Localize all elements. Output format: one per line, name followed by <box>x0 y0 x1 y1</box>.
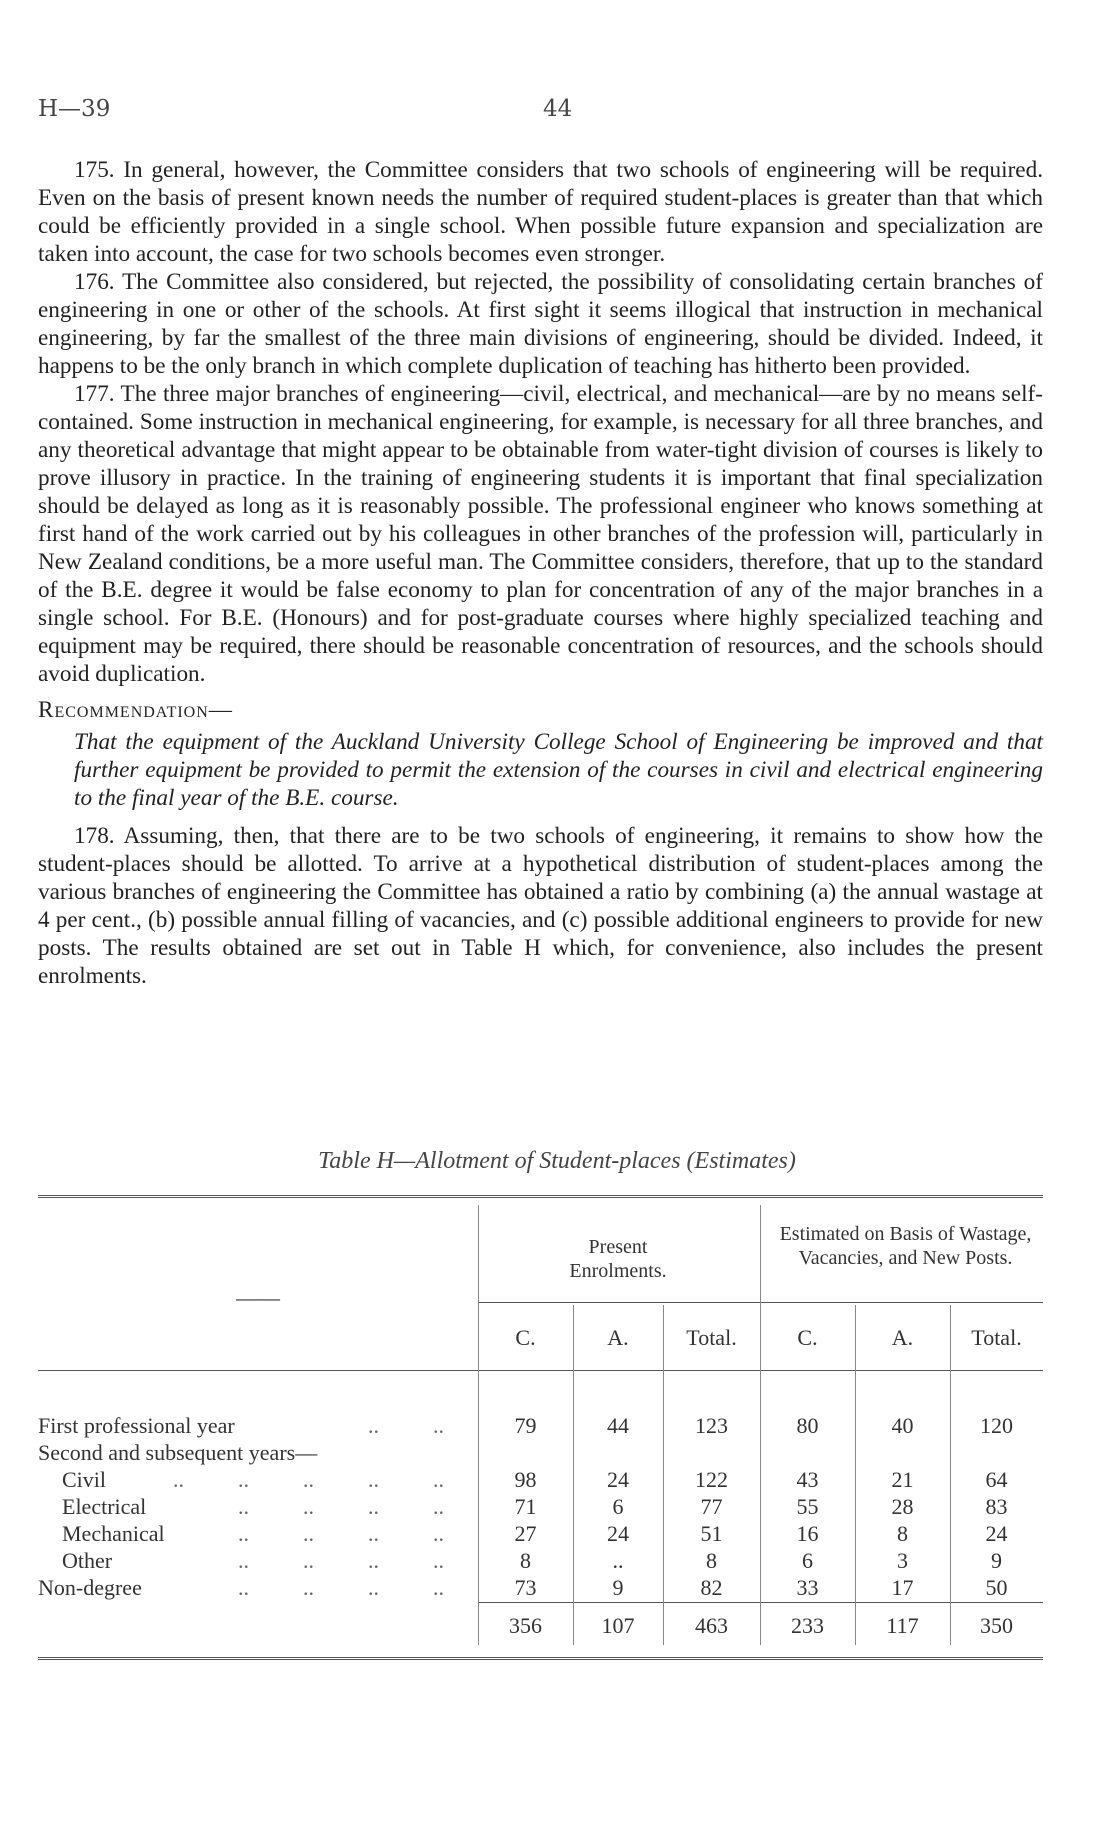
page-code: H—39 <box>38 96 111 122</box>
table-cell: 8 <box>897 1521 908 1546</box>
paragraph-175: 175. In general, however, the Committee considers that two schools of engineering will be required. Even on the basis of present known needs the number of required student-places is greater than that which could be efficiently provided in a single school. When possible future expansion and specialization are taken into account, the case for two schools becomes even stronger. <box>38 157 1043 267</box>
header-bottom-rule <box>38 1370 1043 1371</box>
leader-dots: .. <box>303 1467 314 1492</box>
table-cell: 82 <box>700 1575 723 1600</box>
row-label-electrical: Electrical <box>62 1494 147 1519</box>
page-header <box>38 96 1043 126</box>
leader-dots: .. <box>303 1494 314 1519</box>
leader-dots: .. <box>368 1575 379 1600</box>
paragraph-178: 178. Assuming, then, that there are to be two schools of engineering, it remains to show how the student-places should be allotted. To arrive at a hypothetical distribution of student-places among the various branches of engineering the Committee has obtained a ratio by combining (a) the annual wastage at 4 per cent., (b) possible annual filling of vacancies, and (c) possible additional engineers to provide for new posts. The results obtained are set out in Table H which, for convenience, also includes the present enrolments. <box>38 823 1043 989</box>
table-cell: 44 <box>607 1413 629 1438</box>
table-cell: 24 <box>607 1467 629 1492</box>
paragraph-176: 176. The Committee also considered, but rejected, the possibility of consolidating certain branches of engineering in one or other of the schools. At first sight it seems illogical that instruction in mechanical engineering, by far the smallest of the three main divisions of engineering, should be divided. Indeed, it happens to be the only branch in which complete duplication of teaching has hitherto been provided. <box>38 269 1043 379</box>
table-cell: 9 <box>991 1548 1002 1573</box>
leader-dots: .. <box>433 1467 444 1492</box>
table-cell: 73 <box>514 1575 537 1600</box>
total-cell: 117 <box>886 1613 919 1638</box>
table-cell: 55 <box>796 1494 819 1519</box>
table-cell: 120 <box>980 1413 1013 1438</box>
total-cell: 350 <box>980 1613 1013 1638</box>
table-cell: 27 <box>514 1521 537 1546</box>
table-bottom-rule <box>38 1657 1043 1660</box>
leader-dots: .. <box>238 1575 249 1600</box>
col-a-estimated: A. <box>891 1325 914 1350</box>
table-cell: 79 <box>514 1413 537 1438</box>
table-cell: 122 <box>695 1467 728 1492</box>
leader-dots: .. <box>433 1548 444 1573</box>
leader-dots: .. <box>433 1575 444 1600</box>
leader-dots: .. <box>173 1467 184 1492</box>
table-cell: 77 <box>700 1494 723 1519</box>
table-cell: 9 <box>612 1575 624 1600</box>
stub-dash: —— <box>236 1285 280 1310</box>
table-cell: 8 <box>706 1548 717 1573</box>
table-cell: 24 <box>985 1521 1008 1546</box>
table-cell: 3 <box>897 1548 908 1573</box>
table-cell: 80 <box>796 1413 819 1438</box>
table-cell: .. <box>612 1548 624 1573</box>
table-caption: Table H—Allotment of Student-places (Estimates) <box>318 1148 796 1174</box>
table-cell: 8 <box>520 1548 531 1573</box>
row-label-mechanical: Mechanical <box>62 1521 165 1546</box>
col-a-present: A. <box>607 1325 629 1350</box>
table-cell: 21 <box>891 1467 914 1492</box>
leader-dots: .. <box>433 1413 444 1438</box>
page-number: 44 <box>543 96 573 122</box>
recommendation-text: That the equipment of the Auckland University College School of Engineering be improved and that further equipment be provided to permit the extension of the courses in civil and electrical engineering to the final year of the B.E. course. <box>74 729 1043 811</box>
table-cell: 83 <box>985 1494 1008 1519</box>
table-cell: 16 <box>796 1521 819 1546</box>
total-cell: 233 <box>791 1613 824 1638</box>
leader-dots: .. <box>433 1521 444 1546</box>
table-cell: 64 <box>985 1467 1008 1492</box>
col-total-present: Total. <box>686 1325 737 1350</box>
table-cell: 51 <box>700 1521 723 1546</box>
row-label-second-subsequent: Second and subsequent years— <box>38 1440 318 1465</box>
table-cell: 6 <box>802 1548 813 1573</box>
total-cell: 463 <box>695 1613 728 1638</box>
table-cell: 40 <box>891 1413 914 1438</box>
table-cell: 33 <box>796 1575 819 1600</box>
leader-dots: .. <box>238 1521 249 1546</box>
col-total-estimated: Total. <box>971 1325 1022 1350</box>
table-cell: 98 <box>514 1467 537 1492</box>
row-label-non-degree: Non-degree <box>38 1575 142 1600</box>
leader-dots: .. <box>368 1548 379 1573</box>
row-label-civil: Civil <box>62 1467 107 1492</box>
table-cell: 17 <box>891 1575 914 1600</box>
col-c-estimated: C. <box>797 1325 818 1350</box>
leader-dots: .. <box>368 1413 379 1438</box>
leader-dots: .. <box>303 1548 314 1573</box>
table-h <box>38 1195 1043 1655</box>
leader-dots: .. <box>303 1521 314 1546</box>
paragraph-177: 177. The three major branches of engineering—civil, electrical, and mechanical—are by no means self-contained. Some instruction in mechanical engineering, for example, is necessary for all three branches, and any theoretical advantage that might appear to be obtainable from water-tight division of courses is likely to prove illusory in practice. In the training of engineering students it is important that final specialization should be delayed as long as it is reasonably possible. The professional engineer who knows something at first hand of the work carried out by his colleagues in other branches of the profession will, particularly in New Zealand conditions, be a more useful man. The Committee considers, therefore, that up to the standard of the B.E. degree it would be false economy to plan for concentration of any of the major branches in a single school. For B.E. (Honours) and for post-graduate courses where highly specialized teaching and equipment may be required, there should be reasonable concentration of resources, and the schools should avoid duplication. <box>38 381 1043 687</box>
total-cell: 107 <box>601 1613 635 1638</box>
group-estimated-header: Estimated on Basis of Wastage, Vacancies, and New Posts. <box>779 1223 1032 1269</box>
leader-dots: .. <box>368 1494 379 1519</box>
row-label-first-professional: First professional year <box>38 1413 235 1438</box>
leader-dots: .. <box>303 1575 314 1600</box>
leader-dots: .. <box>368 1521 379 1546</box>
table-cell: 123 <box>695 1413 728 1438</box>
leader-dots: .. <box>368 1467 379 1492</box>
body-text <box>38 156 1043 990</box>
row-label-other: Other <box>62 1548 113 1573</box>
table-cell: 71 <box>514 1494 537 1519</box>
table-cell: 28 <box>891 1494 914 1519</box>
table-cell: 24 <box>607 1521 629 1546</box>
group-present-header: Present Enrolments. <box>569 1236 667 1282</box>
col-c-present: C. <box>515 1325 536 1350</box>
table-cell: 50 <box>985 1575 1008 1600</box>
leader-dots: .. <box>238 1467 249 1492</box>
leader-dots: .. <box>433 1494 444 1519</box>
table-top-rule <box>38 1195 1043 1198</box>
recommendation-heading: Recommendation— <box>38 697 233 723</box>
total-cell: 356 <box>509 1613 542 1638</box>
table-cell: 43 <box>796 1467 819 1492</box>
leader-dots: .. <box>238 1548 249 1573</box>
leader-dots: .. <box>238 1494 249 1519</box>
table-cell: 6 <box>612 1494 624 1519</box>
